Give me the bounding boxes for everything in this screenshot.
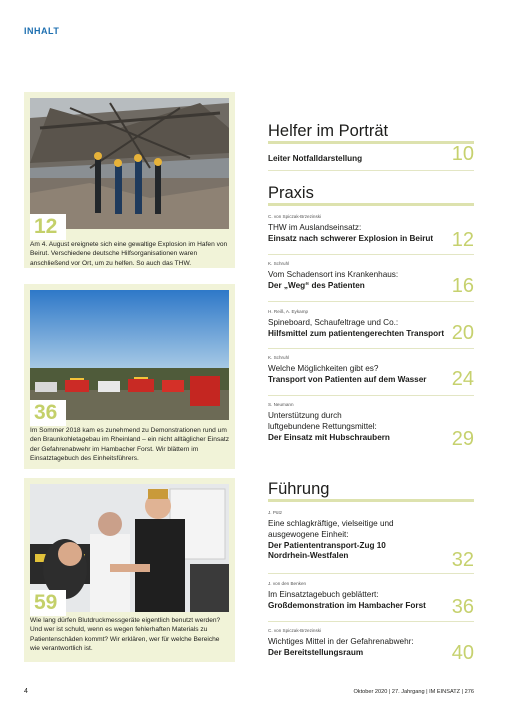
toc-entry[interactable] [268, 628, 474, 659]
toc-author: H. Reiß, A. Eykamp [268, 309, 309, 314]
entry-divider [268, 348, 474, 349]
entry-divider [268, 301, 474, 302]
toc-author: K. Schruhl [268, 261, 290, 266]
toc-page-number[interactable]: 29 [451, 428, 474, 450]
entry-divider [268, 573, 474, 574]
toc-headline: Der Bereitstellungsraum [268, 647, 364, 657]
footer-issue-info: Oktober 2020 | 27. Jahrgang | IM EINSATZ | 276 [353, 689, 474, 695]
feature-card-medical-devices[interactable] [24, 478, 235, 662]
toc-author: C. von Spiczak-Brzezinski [268, 214, 322, 219]
toc-topic: Unterstützung durch [268, 411, 342, 420]
card-page-number: 59 [34, 591, 58, 614]
card-caption: Wie lang dürfen Blutdruckmessgeräte eigentlich benutzt werden? Und wer ist schuld, wenn es wegen fehlerhaften Materials zu Patientenschäden kommt? Wir erklären, wer für welche Bereiche wie verantwortlich ist. [30, 617, 221, 653]
toc-author: J. Pütz [268, 510, 283, 515]
card-page-number: 12 [34, 215, 58, 238]
toc-topic-continued: luftgebundene Rettungsmittel: [268, 421, 377, 431]
toc-page-number[interactable]: 16 [451, 275, 474, 297]
toc-entry[interactable] [268, 214, 474, 245]
toc-author: C. von Spiczak-Brzezinski [268, 628, 322, 633]
card-caption: Im Sommer 2018 kam es zunehmend zu Demonstrationen rund um den Braunkohletagebau im Rheinland – ein nicht alltäglicher Einsatz der Gefahrenabwehr im Hambacher Forst. Wir blättern im Einsatztagebuch des Einheitsführers. [30, 427, 230, 463]
page-number-badge [30, 590, 66, 616]
toc-topic-continued: ausgewogene Einheit: [268, 529, 349, 539]
entry-divider [268, 254, 474, 255]
toc-headline: Einsatz nach schwerer Explosion in Beirut [268, 233, 434, 243]
section-divider [268, 141, 474, 144]
section-title-portrait: Helfer im Porträt [268, 122, 389, 140]
toc-author: S. Neumann [268, 402, 294, 407]
toc-topic: Wichtiges Mittel in der Gefahrenabwehr: [268, 637, 414, 646]
toc-headline: Der „Weg“ des Patienten [268, 280, 365, 290]
section-title-praxis: Praxis [268, 184, 314, 202]
toc-entry[interactable] [268, 402, 474, 443]
toc-page-number[interactable]: 20 [451, 322, 474, 344]
toc-headline-continued: Nordrhein-Westfalen [268, 551, 349, 561]
toc-headline: Großdemonstration im Hambacher Forst [268, 600, 426, 610]
toc-entry[interactable] [268, 309, 474, 340]
feature-card-hambacher-forst[interactable] [24, 284, 235, 469]
page-number-badge [30, 400, 66, 426]
toc-author: K. Schruhl [268, 355, 290, 360]
entry-divider [268, 395, 474, 396]
toc-entry[interactable] [268, 154, 474, 165]
toc-entry[interactable] [268, 510, 474, 562]
toc-topic: Eine schlagkräftige, vielseitige und [268, 519, 394, 528]
toc-page-number[interactable]: 36 [451, 596, 474, 618]
toc-page-number[interactable]: 40 [451, 642, 474, 664]
toc-topic: Im Einsatztagebuch geblättert: [268, 590, 379, 599]
toc-topic: Spineboard, Schaufeltrage und Co.: [268, 318, 399, 327]
toc-topic: Vom Schadensort ins Krankenhaus: [268, 270, 399, 279]
toc-topic: Welche Möglichkeiten gibt es? [268, 364, 379, 373]
toc-headline: Der Patiententransport-Zug 10 [268, 540, 386, 550]
toc-page-number[interactable]: 12 [451, 229, 474, 251]
section-divider [268, 203, 474, 206]
card-caption: Am 4. August ereignete sich eine gewaltige Explosion im Hafen von Beirut. Verschiedene deutsche Hilfsorganisationen waren anschließend vor Ort, um zu helfen. So auch das THW. [30, 241, 228, 267]
footer-page-number: 4 [24, 688, 28, 695]
toc-page-number[interactable]: 24 [451, 368, 474, 390]
entry-divider [268, 621, 474, 622]
toc-author: J. von den Benken [268, 581, 307, 586]
toc-entry[interactable] [268, 261, 474, 292]
entry-divider [268, 170, 474, 171]
card-page-number: 36 [34, 401, 58, 424]
toc-entry[interactable] [268, 355, 474, 386]
toc-headline: Hilfsmittel zum patientengerechten Transport [268, 328, 445, 338]
photo-beirut-rescue [30, 98, 229, 229]
toc-topic: THW im Auslandseinsatz: [268, 223, 362, 232]
toc-page-number[interactable]: 32 [451, 549, 474, 571]
page-number-badge [30, 214, 66, 240]
toc-page-number[interactable]: 10 [451, 143, 474, 165]
section-title-fuehrung: Führung [268, 480, 330, 498]
page-section-label: INHALT [24, 26, 60, 36]
section-divider [268, 499, 474, 502]
toc-headline: Transport von Patienten auf dem Wasser [268, 374, 427, 384]
feature-card-beirut[interactable] [24, 92, 235, 268]
toc-headline: Der Einsatz mit Hubschraubern [268, 432, 390, 442]
toc-entry[interactable] [268, 581, 474, 612]
toc-headline: Leiter Notfalldarstellung [268, 154, 363, 163]
